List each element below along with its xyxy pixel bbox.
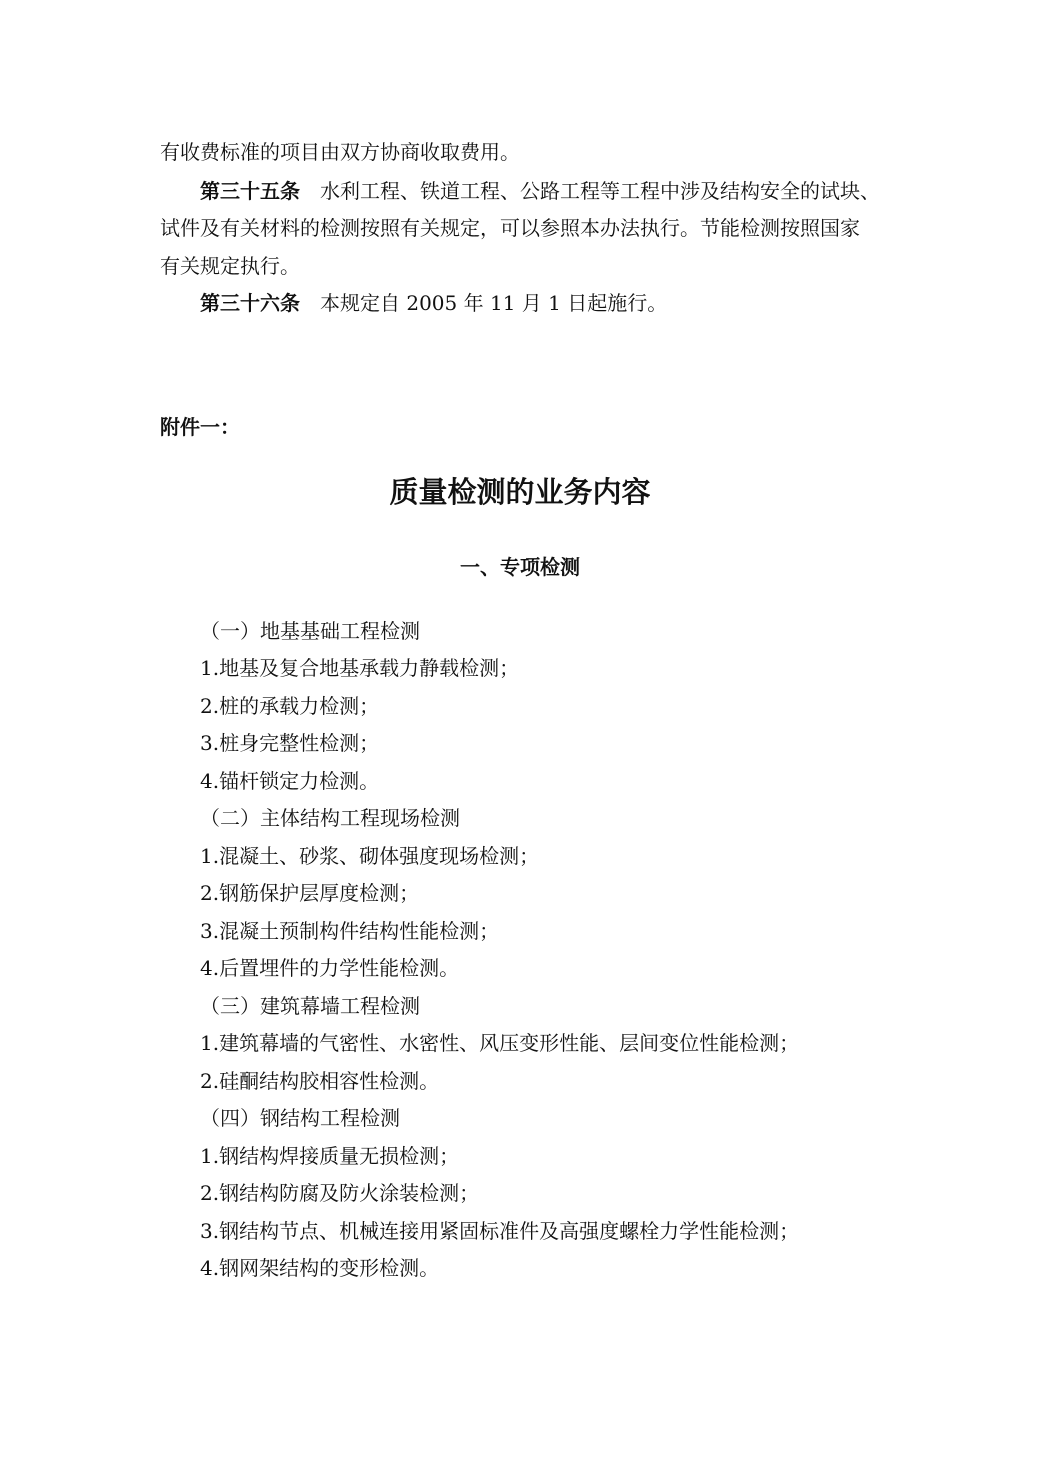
continuation-text: 有收费标准的项目由双方协商收取费用。 — [160, 140, 520, 164]
list-item: 1.钢结构焊接质量无损检测； — [200, 1144, 460, 1168]
group-heading-1: （一）地基基础工程检测 — [200, 619, 420, 643]
list-item: 1.地基及复合地基承载力静载检测； — [200, 656, 520, 680]
article-35-line-1 — [200, 177, 880, 205]
list-item: 4.钢网架结构的变形检测。 — [200, 1256, 440, 1280]
article-35-label: 第三十五条 — [200, 179, 300, 203]
list-item: 1.建筑幕墙的气密性、水密性、风压变形性能、层间变位性能检测； — [200, 1031, 800, 1055]
article-36-text: 本规定自 2005 年 11 月 1 日起施行。 — [320, 291, 668, 315]
group-heading-2: （二）主体结构工程现场检测 — [200, 806, 460, 830]
page-title: 质量检测的业务内容 — [389, 475, 651, 509]
list-item: 4.后置埋件的力学性能检测。 — [200, 956, 460, 980]
article-36-line — [200, 289, 667, 317]
article-36-label: 第三十六条 — [200, 291, 300, 315]
list-item: 2.钢结构防腐及防火涂装检测； — [200, 1181, 480, 1205]
list-item: 1.混凝土、砂浆、砌体强度现场检测； — [200, 844, 540, 868]
list-item: 3.桩身完整性检测； — [200, 731, 380, 755]
list-item: 2.桩的承载力检测； — [200, 694, 380, 718]
article-35-text-1: 水利工程、铁道工程、公路工程等工程中涉及结构安全的试块、 — [320, 179, 880, 203]
list-item: 3.钢结构节点、机械连接用紧固标准件及高强度螺栓力学性能检测； — [200, 1219, 800, 1243]
list-item: 3.混凝土预制构件结构性能检测； — [200, 919, 500, 943]
article-35-line-3: 有关规定执行。 — [160, 254, 300, 278]
list-item: 4.锚杆锁定力检测。 — [200, 769, 380, 793]
group-heading-4: （四）钢结构工程检测 — [200, 1106, 400, 1130]
attachment-label: 附件一： — [160, 415, 240, 439]
section-title: 一、专项检测 — [460, 555, 580, 579]
list-item: 2.硅酮结构胶相容性检测。 — [200, 1069, 440, 1093]
list-item: 2.钢筋保护层厚度检测； — [200, 881, 420, 905]
group-heading-3: （三）建筑幕墙工程检测 — [200, 994, 420, 1018]
article-35-line-2: 试件及有关材料的检测按照有关规定，可以参照本办法执行。节能检测按照国家 — [160, 216, 860, 240]
